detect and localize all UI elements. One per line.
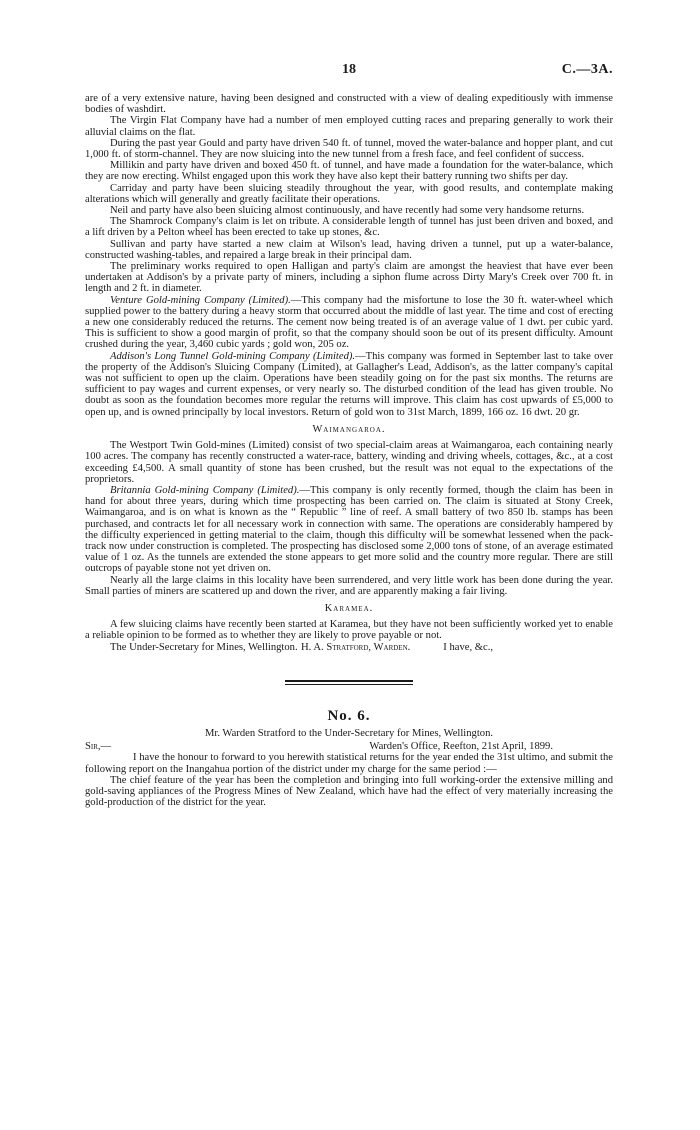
paragraph: Millikin and party have driven and boxed 450 ft. of tunnel, and have made a foundation for the water-balance, which they are now erecting. Whilst engaged upon this work they have also kept their battery running two shifts per day.: [85, 160, 613, 183]
company-name: Addison's Long Tunnel Gold-mining Company (Limited).: [110, 350, 356, 362]
closing-line: I have, &c.,: [443, 641, 493, 653]
letter-number-heading: No. 6.: [327, 707, 371, 724]
paragraph-text: —This company was formed in September last to take over the property of the Addison's Sluicing Company (Limited), at Gallagher's Lead, Addison's, as the latter company's capital was not sufficient to open up the claim. Operations have been steadily going on for the past six months. The returns are sufficient to pay wages and current expenses, or very nearly so. The disturbed condition of the lead has given trouble. No doubt as soon as the foundation becomes more regular the returns will improve. This claim has cost upwards of £5,000 to open up, and is owned principally by local investors. Return of gold won to 31st March, 1899, 166 oz. 16 dwt. 20 gr.: [85, 350, 613, 418]
paragraph: During the past year Gould and party have driven 540 ft. of tunnel, moved the water-balance and hopper plant, and cut 1,000 ft. of storm-channel. They are now sluicing into the new tunnel from a fresh face, and feel confident of success.: [85, 137, 613, 161]
paragraph: Carriday and party have been sluicing steadily throughout the year, with good results, and contemplate making alterations which will generally and greatly facilitate their operations.: [85, 182, 613, 205]
paragraph: Sullivan and party have started a new claim at Wilson's lead, having driven a tunnel, put up a water-balance, constructed washing-tables, and repaired a large break in their principal dam.: [85, 238, 613, 261]
letter-paragraph-2: The chief feature of the year has been the completion and bringing into full working-order the extensive milling and gold-saving appliances of the Progress Mines of New Zealand, which have had the effect of very materially increasing the gold-production of the district for the year.: [85, 774, 613, 809]
addisons-paragraph: [85, 351, 613, 418]
paragraph-text: A few sluicing claims have recently been started at Karamea, but they have not been sufficiently worked yet to enable a reliable opinion to be formed as to whether they are likely to prove payable or not.: [85, 619, 613, 642]
signature-row: [85, 642, 418, 653]
paragraph-text: —This company had the misfortune to lose the 30 ft. water-wheel which supplied power to the battery during a heavy storm that occurred about the middle of last year. The time and cost of erecting a new one considerably reduced the returns. The cement now being treated is of an average value of 1 dwt. per cubic yard. This is sufficient to show a good margin of profit, so that the company should soon be out of its present difficulty. Amount crushed during the year, 3,460 cubic yards ; gold won, 205 oz.: [85, 294, 613, 351]
separator-rule-thin: [285, 684, 413, 685]
office-date: Warden's Office, Reefton, 21st April, 1899.: [369, 741, 553, 753]
page-header: [85, 62, 613, 78]
company-name: Britannia Gold-mining Company (Limited).: [110, 484, 300, 496]
company-name: Venture Gold-mining Company (Limited).: [110, 294, 291, 306]
separator-rule: [285, 680, 413, 682]
paragraph: The preliminary works required to open Halligan and party's claim are amongst the heaviest that have ever been undertaken at Addison's by a private party of miners, including a siphon flume across Dirty Mary's Creek over 700 ft. in length and 2 ft. in diameter.: [85, 261, 613, 295]
letter-address-line: Mr. Warden Stratford to the Under-Secretary for Mines, Wellington.: [204, 727, 494, 739]
addressee: The Under-Secretary for Mines, Wellington.: [110, 641, 298, 653]
document-reference: C.—3A.: [561, 62, 613, 77]
westport-paragraph: The Westport Twin Gold-mines (Limited) consist of two special-claim areas at Waimangaroa, each containing nearly 100 acres. The company has recently constructed a water-race, battery, winding and driving wheels, cottages, &c., at a cost exceeding £4,500. A small quantity of stone has been crushed, but the result was not equal to the expectations of the proprietors.: [85, 440, 613, 485]
paragraph: Neil and party have also been sluicing almost continuously, and have recently had some very handsome returns.: [110, 205, 585, 217]
signatory: H. A. Stratford, Warden.: [301, 641, 411, 653]
paragraph: The Shamrock Company's claim is let on tribute. A considerable length of tunnel has just been driven and boxed, and a lift driven by a Pelton wheel has been erected to take up stones, &c.: [85, 216, 613, 239]
body-text: [85, 93, 613, 808]
section-heading-karamea: Karamea.: [324, 602, 374, 614]
venture-paragraph: [85, 295, 613, 351]
letter-paragraph-1: I have the honour to forward to you herewith statistical returns for the year ended the 31st ultimo, and submit the following report on the Inangahua portion of the district under my charge for the same period :—: [85, 752, 613, 775]
britannia-paragraph: [85, 485, 613, 575]
paragraph: The Virgin Flat Company have had a number of men employed cutting races and preparing generally to work their alluvial claims on the flat.: [85, 115, 613, 138]
section-heading-waimangaroa: Waimangaroa.: [312, 423, 386, 435]
paragraph: are of a very extensive nature, having been designed and constructed with a view of dealing expeditiously with immense bodies of washdirt.: [85, 93, 613, 116]
paragraph-text: —This company is only recently formed, though the claim has been in hand for about three years, during which time prospecting has been carried on. The claim is situated at Stony Creek, Waimangaroa, and is on what is known as the “ Republic ” line of reef. A small battery of two 850 lb. stamps has been purchased, and contracts let for all necessary work in connection with same. The operations are considerably hampered by the difficulty experienced in getting material to the claim, though this difficulty will be somewhat lessened when the pack-track now under construction is completed. The prospecting has disclosed some 2,000 tons of stone, of an average estimated value of 1 oz. As the tunnels are extended the stone appears to get more solid and the country more regular. There are still outcrops of payable stone not yet driven on.: [85, 484, 613, 575]
paragraph-group: [85, 93, 613, 295]
salutation-row: [85, 741, 613, 752]
salutation: Sir,—: [85, 741, 112, 753]
page-number: 18: [342, 62, 356, 77]
nearly-all-paragraph: Nearly all the large claims in this locality have been surrendered, and very little work has been done during the year. Small parties of miners are scattered up and down the river, and are apparently making a fair living.: [85, 574, 613, 597]
